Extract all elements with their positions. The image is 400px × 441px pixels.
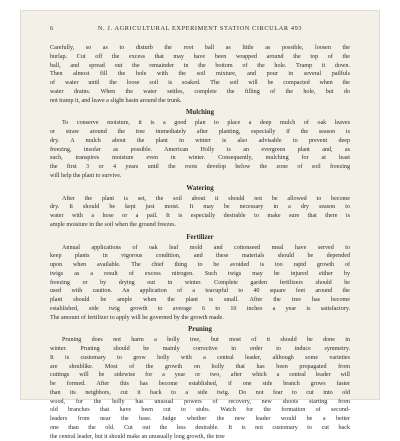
- page-header: [50, 23, 350, 37]
- section-heading: Pruning: [50, 325, 350, 334]
- text-line: such, transpires moisture even in winter. Consequently, mulching for at least: [50, 154, 350, 163]
- text-line: established, side twig growth to average 6 to 10 inches a year is satisfactory.: [50, 305, 350, 314]
- text-line: the first 3 or 4 years until the roots develop below the zone of soil freezing: [50, 163, 350, 172]
- text-line: The amount of fertilizer to apply will be governed by the growth made.: [50, 314, 350, 323]
- text-line: leaders from near the base. Judge whether the new leader would be a better: [50, 415, 350, 424]
- text-line: To conserve moisture, it is a good plan to place a deep mulch of oak leaves: [50, 119, 350, 128]
- document-body: [50, 44, 350, 441]
- text-line: dry. It should be kept just moist. It may be necessary in a dry season to: [50, 203, 350, 212]
- text-line: Pruning does not harm a holly tree, but most of it should be done in: [50, 336, 350, 345]
- paragraph: [50, 44, 350, 105]
- text-line: will help the plant to survive.: [50, 172, 350, 181]
- section-heading: Mulching: [50, 108, 350, 117]
- text-line: plant should be ample when the plant is small. After the tree has become: [50, 296, 350, 305]
- text-line: ample moisture in the soil when the ground freezes.: [50, 221, 350, 230]
- section-heading: Watering: [50, 184, 350, 193]
- page-number: 6: [50, 25, 54, 32]
- text-line: water with a hose or a pail. It is especially desirable to make sure that there is: [50, 212, 350, 221]
- text-line: old branches that have been cut to stubs. Watch for the formation of second-: [50, 406, 350, 415]
- text-line: than its neighbors, cut it back to a side twig. Do not fear to cut into old: [50, 389, 350, 398]
- text-line: the central leader, but it should make an unusually long growth, the tree: [50, 433, 350, 441]
- text-line: water drains. When the water settles, complete the filling of the hole, but do: [50, 88, 350, 97]
- text-line: one than the old. Cut out the less desirable. It is not customary to cut back: [50, 424, 350, 433]
- text-line: dry. A mulch about the plant in winter is also advisable to prevent deep: [50, 137, 350, 146]
- text-line: freezing, insofar as possible. American Holly is an evergreen plant and, as: [50, 146, 350, 155]
- text-line: not tramp it, and leave a slight basin around the trunk.: [50, 97, 350, 106]
- text-line: burlap. Cut off the excess that may have been wrapped around the top of the: [50, 53, 350, 62]
- text-line: Carefully, so as to disturb the root ball as little as possible, loosen the: [50, 44, 350, 53]
- text-line: are shrublike. Most of the growth on holly that has been propagated from: [50, 363, 350, 372]
- text-line: be formed. After this has become established, if one side branch grows faster: [50, 380, 350, 389]
- text-line: ball, and spread out the remainder in the bottom of the hole. Tramp it down.: [50, 62, 350, 71]
- paragraph: [50, 336, 350, 441]
- running-head: N. J. AGRICULTURAL EXPERIMENT STATION CIRCULAR 493: [50, 25, 350, 32]
- text-line: used with caution. An application of a teacupful to 40 square feet around the: [50, 287, 350, 296]
- text-line: winter. Pruning should be mainly corrective in order to induce symmetry.: [50, 345, 350, 354]
- text-line: or straw around the tree immediately after planting, especially if the season is: [50, 128, 350, 137]
- paragraph: [50, 244, 350, 323]
- text-line: of water until the loose soil is soaked. The soil will be compacted when the: [50, 79, 350, 88]
- text-line: keep plants in vigorous condition, and these materials should be depended: [50, 252, 350, 261]
- paragraph: [50, 119, 350, 180]
- text-line: cuttings will be sidewise for a year or two, after which a central leader will: [50, 371, 350, 380]
- section-heading: Fertilizer: [50, 233, 350, 242]
- text-line: freezing or by drying out in winter. Complete garden fertilizers should be: [50, 279, 350, 288]
- paragraph: [50, 195, 350, 230]
- text-line: It is customary to grow holly with a central leader, although some varieties: [50, 354, 350, 363]
- text-line: wood, for the holly has unusual powers of recovery, new shoots starting from: [50, 398, 350, 407]
- text-line: upon when available. The chief thing to be avoided is too rapid growth of: [50, 261, 350, 270]
- text-line: After the plant is set, the soil about it should not be allowed to become: [50, 195, 350, 204]
- text-line: twigs as a result of excess nitrogen. Such twigs may be injured either by: [50, 270, 350, 279]
- text-line: Then almost fill the hole with the soil mixture, and pour in several pailfuls: [50, 70, 350, 79]
- document-page: [20, 10, 380, 400]
- text-line: Annual applications of oak leaf mold and cottonseed meal have served to: [50, 244, 350, 253]
